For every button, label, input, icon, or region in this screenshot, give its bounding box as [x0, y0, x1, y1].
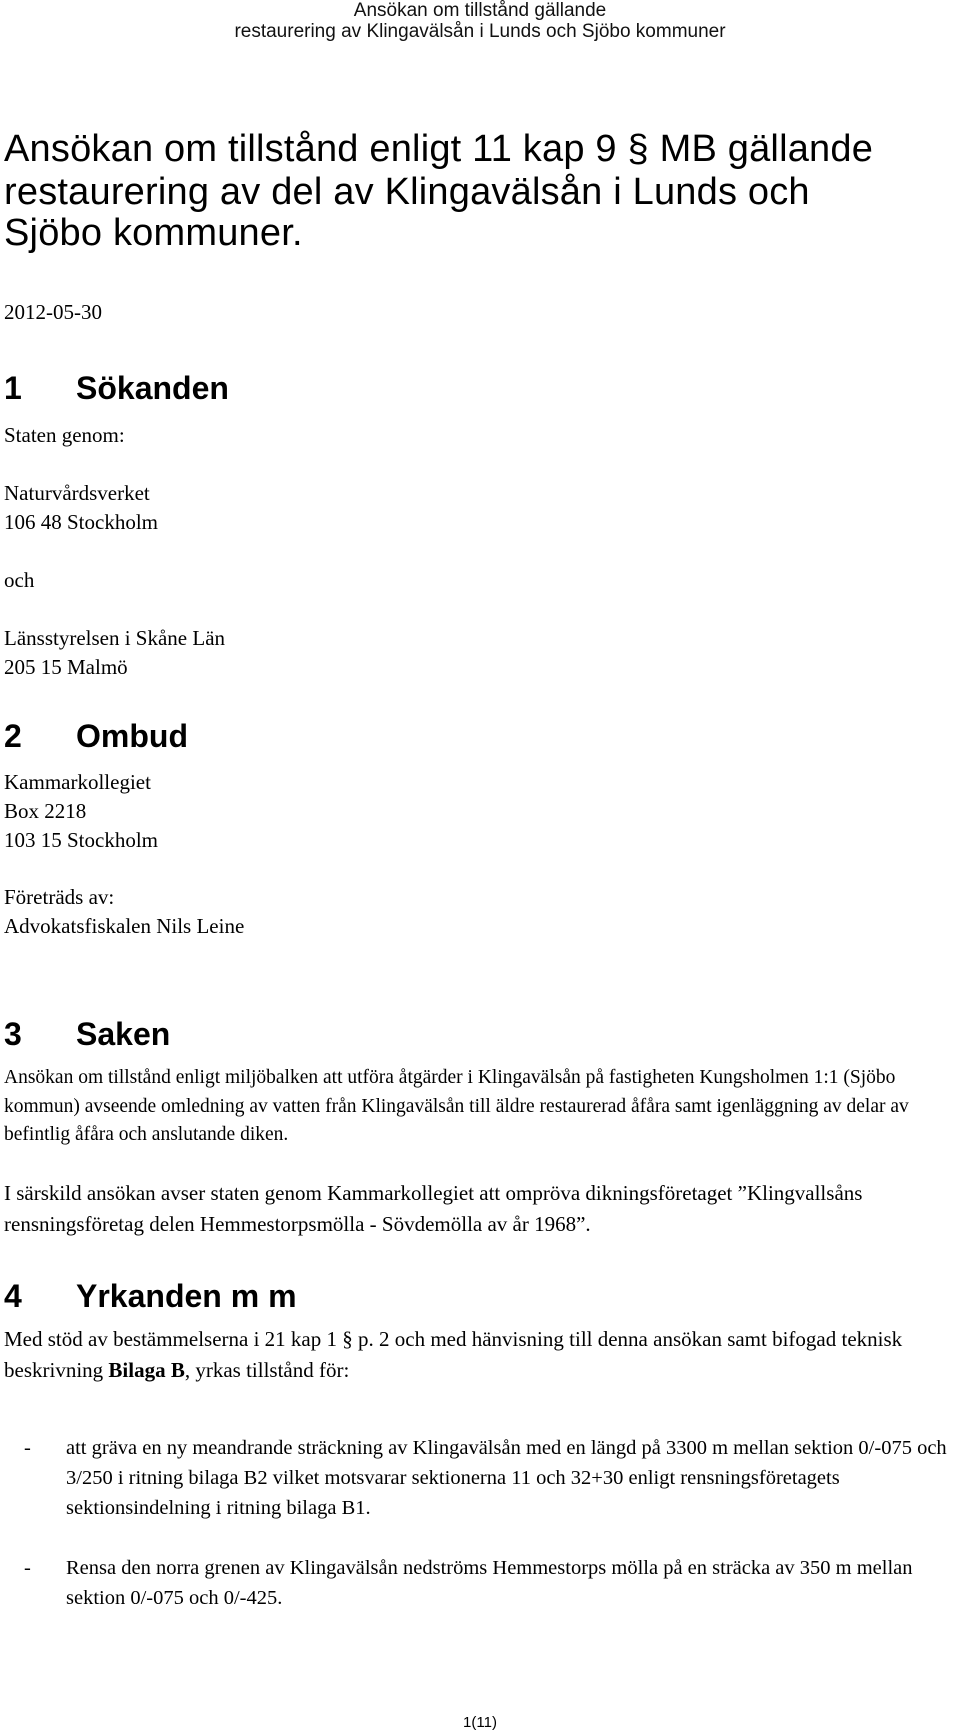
section-1-title: Sökanden [76, 370, 229, 406]
document-title-line-3: Sjöbo kommuner. [4, 212, 303, 254]
applicant-org-1-address: 106 48 Stockholm [4, 510, 159, 534]
agent-org: Kammarkollegiet [4, 770, 151, 794]
claims-paragraph-tail: , yrkas tillstånd för: [184, 1358, 350, 1382]
claims-paragraph-bold: Bilaga B [108, 1358, 185, 1382]
section-2-number: 2 [4, 718, 22, 754]
claims-paragraph [4, 1324, 954, 1386]
document-title-line-1: Ansökan om tillstånd enligt 11 kap 9 § MB gällande [4, 128, 874, 170]
agent-address: 103 15 Stockholm [4, 828, 159, 852]
section-4-number: 4 [4, 1278, 22, 1314]
section-2-heading [4, 716, 188, 756]
agent-box: Box 2218 [4, 799, 87, 823]
section-4-title: Yrkanden m m [76, 1278, 297, 1314]
represented-by-label: Företräds av: [4, 885, 115, 909]
document-date: 2012-05-30 [4, 300, 102, 324]
page-number: 1(11) [463, 1714, 497, 1731]
section-3-title: Saken [76, 1016, 171, 1052]
section-3-number: 3 [4, 1016, 22, 1052]
list-bullet: - [24, 1437, 31, 1459]
applicant-org-2-address: 205 15 Malmö [4, 655, 128, 679]
running-header-line-2: restaurering av Klingavälsån i Lunds och Sjöbo kommuner [234, 21, 726, 42]
running-header-line-1: Ansökan om tillstånd gällande [353, 0, 607, 21]
matter-paragraph-1: Ansökan om tillstånd enligt miljöbalken att utföra åtgärder i Klingavälsån på fastigheten Kungsholmen 1:1 (Sjöbo kommun) avseende omledning av vatten från Klingavälsån till äldre restaurerad åfåra samt igenläggning av delar av befintlig åfåra och anslutande diken. [4, 1067, 909, 1145]
claim-item-text: Rensa den norra grenen av Klingavälsån nedströms Hemmestorps mölla på en sträcka av 350 m mellan sektion 0/-075 och 0/-425. [66, 1557, 913, 1609]
claim-list-item [4, 1433, 960, 1525]
section-3-heading [4, 1014, 170, 1054]
matter-paragraph-2: I särskild ansökan avser staten genom Kammarkollegiet att ompröva dikningsföretaget ”Klingvallsåns rensningsföretag delen Hemmestorpsmölla - Sövdemölla av år 1968”. [4, 1181, 863, 1236]
section-1-heading [4, 368, 229, 408]
section-4-heading [4, 1276, 297, 1316]
claims-paragraph-text: Med stöd av bestämmelserna i 21 kap 1 § p. 2 och med hänvisning till denna ansökan samt bifogad teknisk beskrivning [4, 1327, 903, 1382]
claim-item-text: att gräva en ny meandrande sträckning av Klingavälsån med en längd på 3300 m mellan sektion 0/-075 och 3/250 i ritning bilaga B2 vilket motsvarar sektionerna 11 och 32+30 enligt rensningsföretagets sektionsindelning i ritning bilaga B1. [66, 1437, 947, 1519]
document-title-line-2: restaurering av del av Klingavälsån i Lunds och [4, 171, 810, 213]
list-bullet: - [24, 1557, 31, 1579]
claim-list-item [4, 1553, 960, 1615]
section-2-title: Ombud [76, 718, 188, 754]
section-1-number: 1 [4, 370, 22, 406]
applicant-conjunction: och [4, 568, 35, 592]
applicant-org-1: Naturvårdsverket [4, 481, 150, 505]
applicant-intro: Staten genom: [4, 423, 125, 447]
applicant-org-2: Länsstyrelsen i Skåne Län [4, 626, 226, 650]
represented-by-name: Advokatsfiskalen Nils Leine [4, 914, 245, 938]
